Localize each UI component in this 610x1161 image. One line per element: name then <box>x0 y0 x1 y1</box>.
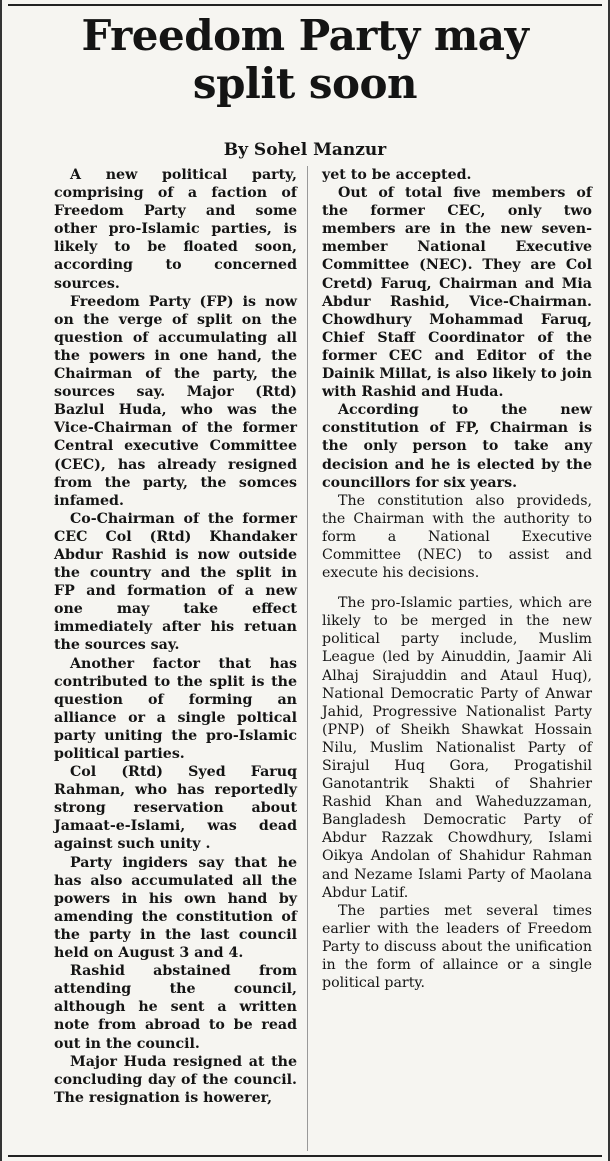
paragraph: Col (Rtd) Syed Faruq Rahman, who has reportedly strong reservation about Jamaat-e-Islami, was dead against such unity . <box>54 764 297 853</box>
paragraph: Out of total five members of the former CEC, only two members are in the new seven-member National Executive Committee (NEC). They are Col Cretd) Faruq, Chairman and Mia Abdur Rashid, Vice-Chairman. Chowdhury Mohammad Faruq, Chief Staff Coordinator of the former CEC and Editor of the Dainik Millat, is also likely to join with Rashid and Huda. <box>322 185 592 401</box>
paragraph: The constitution also provideds, the Chairman with the authority to form a National Executive Committee (NEC) to assist and execute his decisions. <box>322 492 592 582</box>
paragraph: A new political party, comprising of a faction of Freedom Party and some other pro-Islamic parties, is likely to be floated soon, according to concerned sources. <box>54 167 297 292</box>
column-divider <box>307 166 308 1151</box>
paragraph: Major Huda resigned at the concluding day of the council. The resignation is howerer, <box>54 1053 297 1106</box>
headline <box>12 12 598 108</box>
bottom-rule <box>8 1155 602 1157</box>
paragraph: Party ingiders say that he has also accumulated all the powers in his own hand by amending the constitution of the party in the last council held on August 3 and 4. <box>54 854 297 962</box>
headline-line-1: Freedom Party may <box>81 11 529 60</box>
left-column <box>54 166 297 1107</box>
paragraph: Co-Chairman of the former CEC Col (Rtd) Khandaker Abdur Rashid is now outside the country and the split in FP and formation of a new one may take effect immediately after his retuan the sources say. <box>54 510 297 654</box>
headline-line-2: split soon <box>192 59 418 108</box>
paragraph: The parties met several times earlier with the leaders of Freedom Party to discuss about the unification in the form of allaince or a single political party. <box>322 902 592 992</box>
paragraph: According to the new constitution of FP, Chairman is the only person to take any decision and he is elected by the councillors for six years. <box>322 402 592 491</box>
paragraph: Rashid abstained from attending the council, although he sent a written note from abroad to be read out in the council. <box>54 963 297 1052</box>
paragraph: The pro-Islamic parties, which are likely to be merged in the new political party include, Muslim League (led by Ainuddin, Jaamir Ali Alhaj Sirajuddin and Ataul Huq), National Democratic Party of Anwar Jahid, Progressive Nationalist Party (PNP) of Sheikh Shawkat Hossain Nilu, Muslim Nationalist Party of Sirajul Huq Gora, Progatishil Ganotantrik Shakti of Shahrier Rashid Khan and Waheduzzaman, Bangladesh Democratic Party of Abdur Razzak Chowdhury, Islami Oikya Andolan of Shahidur Rahman and Nezame Islami Party of Maolana Abdur Latif. <box>322 595 592 901</box>
paragraph: Another factor that has contributed to the split is the question of forming an alliance or a single poltical party uniting the pro-Islamic political parties. <box>54 655 297 762</box>
paragraph: yet to be accepted. <box>322 167 472 183</box>
paragraph: Freedom Party (FP) is now on the verge of split on the question of accumulating all the powers in one hand, the Chairman of the party, the sources say. Major (Rtd) Bazlul Huda, who was the Vice-Chairman of the former Central executive Committee (CEC), has already resigned from the party, the somces infamed. <box>54 293 297 509</box>
top-rule <box>8 4 602 6</box>
right-column <box>322 166 592 992</box>
byline: By Sohel Manzur <box>223 140 387 160</box>
